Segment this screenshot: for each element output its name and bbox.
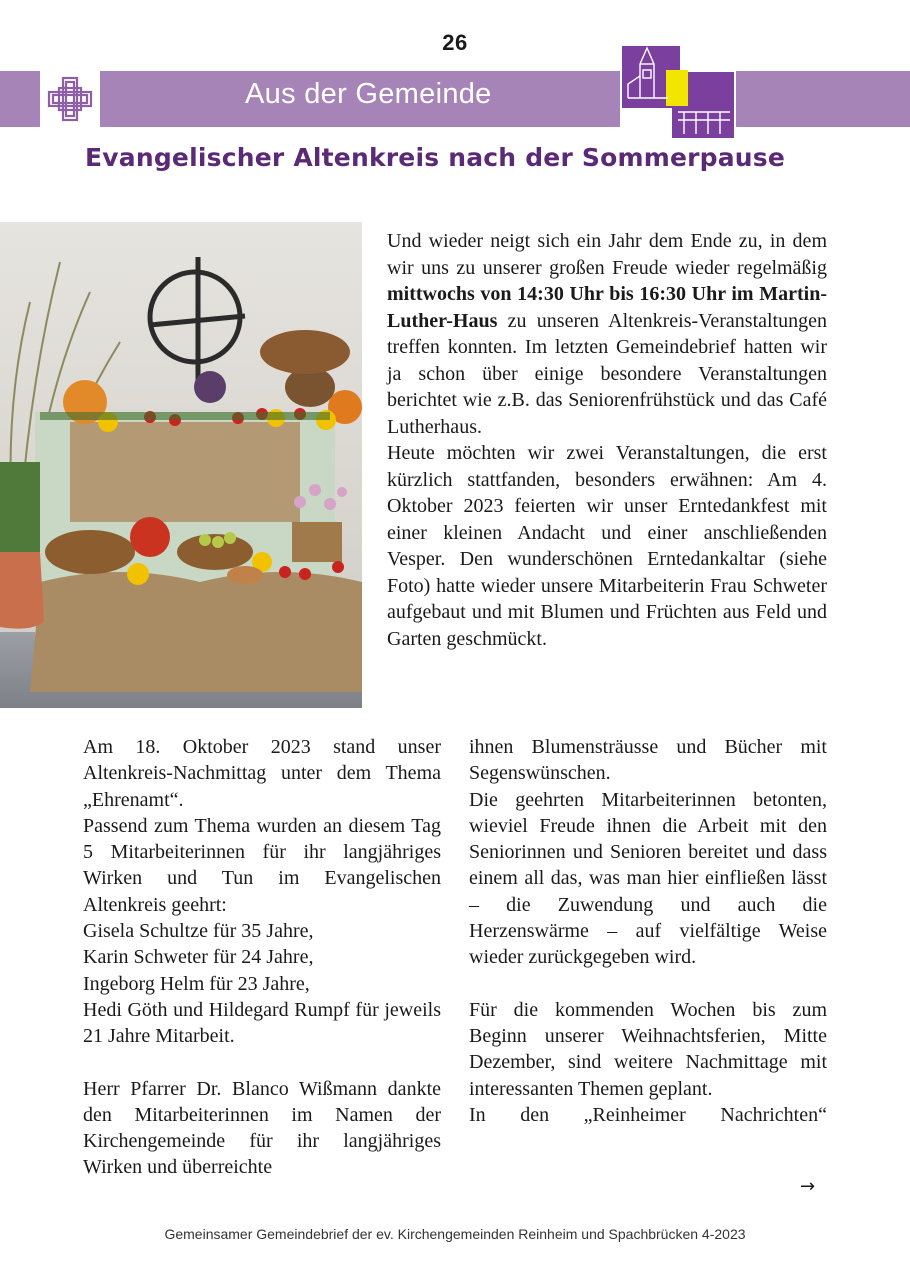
honoree-line: Ingeborg Helm für 23 Jahre, bbox=[83, 972, 310, 995]
intro-paragraph-1 bbox=[387, 228, 827, 440]
intro-text: zu unseren Altenkreis-Veranstaltungen treffen konnten. Im letzten Gemeindebrief hatten wir ja schon über einige besondere Veranstaltungen berichtet wie z.B. das Seniorenfrühstück und das Café Lutherhaus. bbox=[387, 309, 827, 438]
intro-text-block bbox=[387, 228, 827, 652]
meeting-time-highlight: mittwochs von 14:30 Uhr bis 16:30 Uhr im Martin-Luther-Haus bbox=[387, 283, 827, 332]
section-title: Aus der Gemeinde bbox=[245, 78, 492, 110]
intro-paragraph-2: Heute möchten wir zwei Veranstaltungen, die erst kürzlich stattfanden, besonders erwähnen: Am 4. Oktober 2023 feierten wir unser Erntedankfest mit einer kleinen Andacht und einer anschließenden Vesper. Den wunderschönen Erntedankaltar (siehe Foto) hatte wieder unsere Mitarbeiterin Frau Schweter aufgebaut und mit Blumen und Früchten aus Feld und Garten geschmückt. bbox=[387, 442, 827, 650]
footer-text: Gemeinsamer Gemeindebrief der ev. Kirchengemeinden Reinheim und Spachbrücken 4-2023 bbox=[164, 1226, 746, 1242]
page-number: 26 bbox=[442, 30, 468, 55]
paragraph: Die geehrten Mitarbeiterinnen betonten, wieviel Freude ihnen die Arbeit mit den Seniorinnen und Senioren bereitet und dass einem all das, was man hier einfließen lässt – die Zuwendung und auch die Herzenswärme – auf vielfältige Weise wieder zurückgegeben wird. bbox=[469, 788, 827, 969]
intro-text: Und wieder neigt sich ein Jahr dem Ende zu, in dem wir uns zu unserer großen Freude wieder regelmäßig bbox=[387, 230, 827, 279]
paragraph: Passend zum Thema wurden an diesem Tag 5 Mitarbeiterinnen für ihr langjähriges Wirken und Tun im Evangelischen Altenkreis geehrt: bbox=[83, 814, 441, 916]
right-column bbox=[469, 734, 827, 1128]
cross-knot-logo-icon bbox=[40, 71, 100, 127]
honoree-line: Karin Schweter für 24 Jahre, bbox=[83, 946, 314, 969]
paragraph: Herr Pfarrer Dr. Blanco Wißmann dankte den Mitarbeiterinnen im Namen der Kirchengemeinde für ihr langjähriges Wirken und überreichte bbox=[83, 1077, 441, 1179]
paragraph: ihnen Blumensträusse und Bücher mit Segenswünschen. bbox=[469, 736, 827, 785]
paragraph: Am 18. Oktober 2023 stand unser Altenkreis-Nachmittag unter dem Thema „Ehrenamt“. bbox=[83, 736, 441, 811]
continue-arrow-icon: → bbox=[800, 1176, 816, 1197]
honoree-line: Hedi Göth und Hildegard Rumpf für jeweils 21 Jahre Mitarbeit. bbox=[83, 998, 441, 1048]
harvest-altar-photo bbox=[0, 222, 362, 708]
paragraph: Für die kommenden Wochen bis zum Beginn unserer Weihnachtsferien, Mitte Dezember, sind weitere Nachmittage mit interessanten Themen geplant. bbox=[469, 998, 827, 1100]
honoree-line: Gisela Schultze für 35 Jahre, bbox=[83, 920, 314, 943]
article-title: Evangelischer Altenkreis nach der Sommerpause bbox=[85, 143, 786, 172]
paragraph: In den „Reinheimer Nachrichten“ bbox=[469, 1103, 827, 1126]
left-column bbox=[83, 734, 441, 1181]
church-buildings-logo-icon bbox=[620, 42, 736, 140]
